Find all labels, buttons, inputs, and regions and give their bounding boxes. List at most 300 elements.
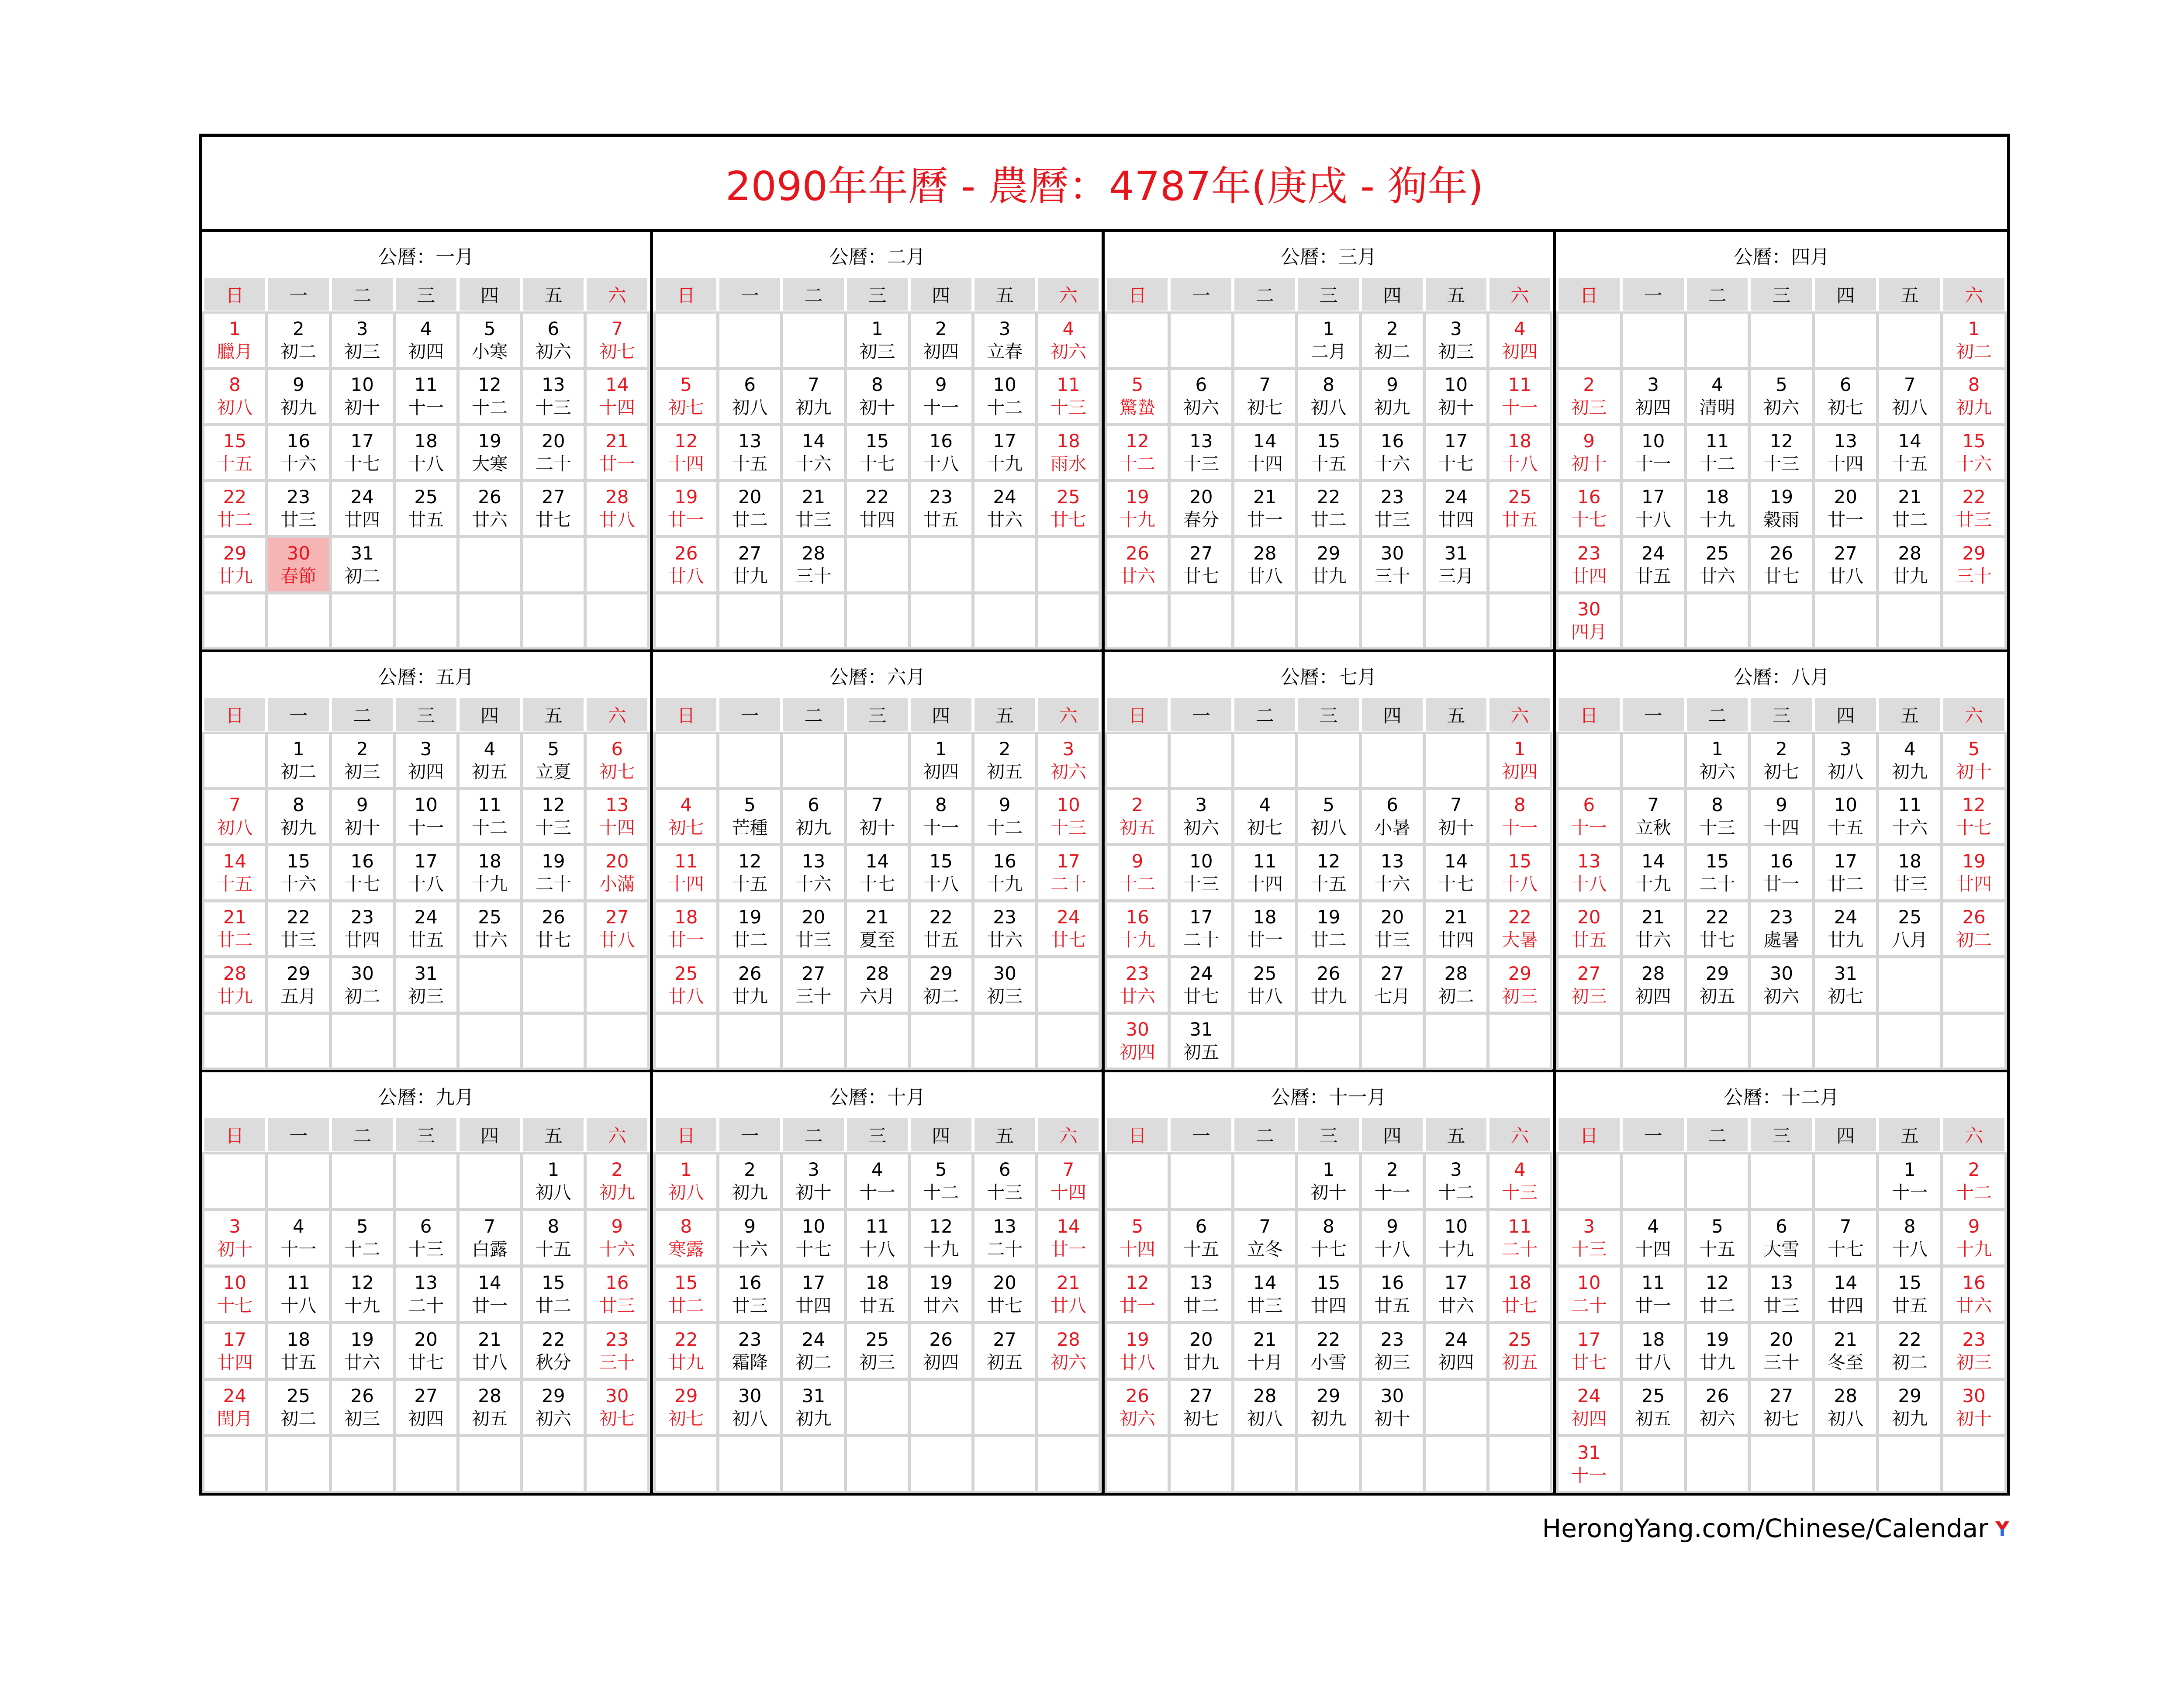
day-cell [1879, 538, 1940, 591]
day-number: 14 [1253, 430, 1277, 452]
lunar-date: 六月 [859, 985, 895, 1007]
day-cell [1489, 734, 1550, 787]
day-cell [204, 958, 265, 1011]
lunar-date: 廿五 [1571, 929, 1607, 951]
day-number: 6 [1195, 1215, 1207, 1237]
lunar-date: 十八 [280, 1295, 317, 1316]
lunar-date: 初九 [280, 817, 317, 839]
day-number: 26 [929, 1328, 953, 1350]
lunar-date: 廿二 [1892, 509, 1928, 531]
day-cell [1879, 1154, 1940, 1208]
day-cell [1489, 902, 1550, 955]
lunar-date: 十八 [1502, 453, 1538, 474]
day-cell [1559, 790, 1620, 843]
day-cell [460, 314, 520, 366]
logo-icon [1994, 1520, 2010, 1537]
empty-cell [911, 1437, 971, 1491]
day-cell [719, 370, 780, 423]
day-number: 25 [1508, 1328, 1532, 1350]
day-cell [1107, 538, 1168, 591]
day-cell [1751, 734, 1812, 787]
lunar-date: 霜降 [732, 1351, 768, 1373]
day-cell [332, 482, 393, 535]
day-number: 11 [865, 1215, 889, 1237]
day-number: 9 [1386, 1215, 1398, 1237]
lunar-date: 廿三 [1247, 1295, 1283, 1316]
empty-cell [975, 1381, 1035, 1434]
day-number: 20 [1769, 1328, 1794, 1350]
day-cell [523, 1268, 584, 1321]
lunar-date: 初八 [1247, 1408, 1283, 1430]
title-bar [202, 137, 2007, 232]
lunar-date: 初四 [1635, 397, 1671, 418]
day-cell [1171, 1211, 1231, 1265]
day-cell [1623, 370, 1684, 423]
day-cell [1038, 1211, 1099, 1265]
lunar-date: 十六 [1956, 453, 1992, 474]
empty-cell [332, 1437, 393, 1491]
empty-cell [523, 958, 584, 1011]
day-cell [460, 1381, 520, 1434]
day-cell [1751, 1324, 1812, 1378]
day-cell [1298, 1211, 1359, 1265]
day-cell [396, 734, 456, 787]
day-number: 2 [1386, 318, 1398, 340]
empty-cell [460, 594, 520, 647]
empty-cell [1559, 1154, 1620, 1208]
day-number: 6 [1839, 374, 1852, 396]
day-cell [1426, 482, 1486, 535]
day-cell [783, 902, 844, 955]
lunar-date: 廿二 [1828, 873, 1864, 895]
lunar-date: 十三 [408, 1238, 444, 1260]
lunar-date: 初五 [1699, 985, 1735, 1007]
lunar-date: 初三 [344, 1408, 380, 1430]
day-cell [204, 1381, 265, 1434]
day-cell [975, 482, 1035, 535]
lunar-date: 初七 [1828, 985, 1864, 1007]
empty-cell [1107, 1154, 1168, 1208]
day-number: 14 [605, 374, 629, 396]
lunar-date: 芒種 [732, 817, 768, 839]
lunar-date: 初二 [1892, 1351, 1928, 1373]
empty-cell [656, 314, 716, 366]
footer [1542, 1513, 2010, 1543]
day-cell [847, 314, 908, 366]
day-number: 8 [1711, 794, 1723, 816]
lunar-date: 廿七 [1763, 565, 1800, 587]
lunar-date: 二十 [987, 1238, 1023, 1260]
lunar-date: 廿九 [1183, 1351, 1219, 1373]
empty-cell [719, 314, 780, 366]
day-number: 6 [1195, 374, 1207, 396]
day-cell [1687, 958, 1748, 1011]
day-cell [332, 314, 393, 366]
lunar-date: 小寒 [472, 341, 508, 363]
day-number: 30 [1126, 1019, 1149, 1040]
day-number: 12 [738, 850, 762, 872]
day-cell [656, 482, 716, 535]
day-number: 6 [1583, 794, 1595, 816]
day-number: 5 [744, 794, 756, 816]
day-number: 14 [865, 850, 889, 872]
day-number: 25 [865, 1328, 889, 1350]
day-cell [1943, 482, 2004, 535]
day-number: 29 [674, 1385, 698, 1407]
day-number: 21 [1444, 906, 1468, 928]
day-number: 18 [1508, 1272, 1532, 1294]
lunar-date: 初七 [1247, 817, 1283, 839]
lunar-date: 十七 [344, 873, 380, 895]
day-cell [523, 1381, 584, 1434]
lunar-date: 大寒 [472, 453, 508, 474]
day-number: 27 [802, 962, 826, 984]
lunar-date: 初五 [987, 761, 1023, 783]
empty-cell [719, 734, 780, 787]
empty-cell [1751, 314, 1812, 366]
empty-cell [460, 1154, 520, 1208]
empty-cell [1362, 594, 1423, 647]
day-number: 3 [1647, 374, 1659, 396]
empty-cell [847, 538, 908, 591]
lunar-date: 八月 [1892, 929, 1928, 951]
lunar-date: 廿二 [1310, 509, 1347, 531]
day-cell [1687, 734, 1748, 787]
day-cell [1489, 370, 1550, 423]
day-cell [1815, 426, 1876, 479]
day-number: 24 [223, 1385, 247, 1407]
empty-cell [396, 594, 456, 647]
weekday-header: 六 [1943, 1118, 2004, 1151]
lunar-date: 廿七 [1183, 985, 1219, 1007]
lunar-date: 廿五 [1374, 1295, 1410, 1316]
day-number: 26 [1126, 542, 1149, 564]
lunar-date: 初六 [1051, 1351, 1087, 1373]
lunar-date: 十七 [859, 453, 895, 474]
lunar-date: 廿六 [472, 929, 508, 951]
day-number: 7 [1450, 794, 1462, 816]
day-cell [268, 846, 329, 899]
day-cell [1107, 790, 1168, 843]
empty-cell [332, 594, 393, 647]
day-number: 28 [478, 1385, 501, 1407]
day-number: 9 [1386, 374, 1398, 396]
lunar-date: 十二 [1699, 453, 1735, 474]
lunar-date: 二十 [408, 1295, 444, 1316]
day-number: 24 [1577, 1385, 1601, 1407]
day-cell [1943, 1324, 2004, 1378]
day-number: 22 [223, 486, 247, 508]
day-cell [656, 958, 716, 1011]
lunar-date: 廿三 [795, 929, 832, 951]
empty-cell [975, 594, 1035, 647]
day-cell [1107, 1211, 1168, 1265]
day-number: 22 [929, 906, 953, 928]
footer-link[interactable]: HerongYang.com/Chinese/Calendar [1542, 1513, 1988, 1543]
lunar-date: 十一 [923, 397, 959, 418]
day-number: 12 [929, 1215, 953, 1237]
lunar-date: 三十 [1374, 565, 1410, 587]
empty-cell [1234, 734, 1295, 787]
day-number: 12 [1962, 794, 1986, 816]
day-number: 13 [1380, 850, 1404, 872]
day-number: 11 [1898, 794, 1921, 816]
day-number: 18 [1641, 1328, 1665, 1350]
lunar-date: 十六 [599, 1238, 635, 1260]
empty-cell [1489, 594, 1550, 647]
day-cell [847, 370, 908, 423]
lunar-date: 廿七 [535, 929, 571, 951]
weekday-header: 一 [1623, 1118, 1684, 1151]
lunar-date: 十六 [1374, 873, 1410, 895]
day-number: 30 [738, 1385, 762, 1407]
lunar-date: 廿三 [1892, 873, 1928, 895]
empty-cell [1489, 538, 1550, 591]
lunar-date: 十九 [1119, 929, 1155, 951]
weekday-header: 六 [1489, 1118, 1550, 1151]
day-cell [1489, 426, 1550, 479]
day-cell [204, 790, 265, 843]
lunar-date: 十八 [408, 453, 444, 474]
empty-cell [783, 1015, 844, 1068]
lunar-date: 立春 [987, 341, 1023, 363]
day-number: 26 [478, 486, 501, 508]
day-number: 11 [1057, 374, 1080, 396]
empty-cell [1234, 1154, 1295, 1208]
lunar-date: 春分 [1183, 509, 1219, 531]
month-days-grid [204, 278, 647, 647]
day-cell [847, 482, 908, 535]
day-cell [911, 1268, 971, 1321]
lunar-date: 初八 [217, 817, 253, 839]
lunar-date: 廿一 [668, 509, 704, 531]
day-cell [1943, 426, 2004, 479]
day-cell [783, 1211, 844, 1265]
day-cell [1298, 1324, 1359, 1378]
day-cell [719, 1154, 780, 1208]
day-cell [656, 1154, 716, 1208]
day-number: 24 [1444, 486, 1468, 508]
day-cell [1687, 370, 1748, 423]
empty-cell [523, 594, 584, 647]
empty-cell [460, 1437, 520, 1491]
day-cell [847, 958, 908, 1011]
day-number: 3 [420, 738, 432, 760]
day-cell [975, 314, 1035, 366]
day-number: 8 [547, 1215, 560, 1237]
empty-cell [1362, 734, 1423, 787]
day-cell [1171, 846, 1231, 899]
weekday-header: 一 [268, 698, 329, 731]
day-cell [1489, 958, 1550, 1011]
day-cell [396, 790, 456, 843]
lunar-date: 十六 [732, 1238, 768, 1260]
lunar-date: 初四 [408, 1408, 444, 1430]
lunar-date: 立夏 [535, 761, 571, 783]
day-number: 6 [1386, 794, 1398, 816]
day-number: 23 [929, 486, 953, 508]
lunar-date: 初三 [1374, 1351, 1410, 1373]
day-cell [1943, 790, 2004, 843]
weekday-header: 一 [1623, 698, 1684, 731]
month-days-grid [656, 1118, 1099, 1491]
day-cell [1489, 1324, 1550, 1378]
empty-cell [1879, 1015, 1940, 1068]
lunar-date: 廿九 [217, 985, 253, 1007]
day-cell [268, 734, 329, 787]
lunar-date: 廿八 [668, 985, 704, 1007]
day-cell [523, 846, 584, 899]
day-number: 23 [1126, 962, 1149, 984]
lunar-date: 初十 [859, 817, 895, 839]
day-number: 16 [1962, 1272, 1986, 1294]
day-number: 9 [1968, 1215, 1980, 1237]
day-number: 9 [999, 794, 1011, 816]
day-cell [1943, 1381, 2004, 1434]
lunar-date: 初四 [1502, 341, 1538, 363]
day-cell [1559, 902, 1620, 955]
day-cell [1751, 958, 1812, 1011]
day-cell [587, 482, 647, 535]
day-number: 13 [738, 430, 762, 452]
day-cell [1943, 538, 2004, 591]
calendar-sheet [199, 134, 2010, 1496]
day-number: 18 [1253, 906, 1277, 928]
day-number: 15 [929, 850, 953, 872]
day-cell [1038, 734, 1099, 787]
month-days-grid [204, 698, 647, 1068]
day-cell [1038, 790, 1099, 843]
lunar-date: 廿二 [1310, 929, 1347, 951]
day-number: 27 [1769, 1385, 1794, 1407]
day-number: 12 [674, 430, 698, 452]
lunar-date: 廿六 [1635, 929, 1671, 951]
month-panel [202, 1072, 653, 1493]
day-number: 17 [223, 1328, 247, 1350]
day-cell [1559, 958, 1620, 1011]
day-cell [204, 1324, 265, 1378]
lunar-date: 廿六 [1956, 1295, 1992, 1316]
day-number: 30 [287, 542, 311, 564]
day-number: 30 [1380, 542, 1404, 564]
lunar-date: 廿九 [732, 985, 768, 1007]
lunar-date: 初十 [1438, 397, 1474, 418]
day-cell [1107, 958, 1168, 1011]
lunar-date: 十二 [923, 1182, 959, 1203]
weekday-header: 四 [1362, 698, 1423, 731]
lunar-date: 初六 [1699, 1408, 1735, 1430]
empty-cell [975, 1015, 1035, 1068]
day-number: 25 [1508, 486, 1532, 508]
empty-cell [1171, 1437, 1231, 1491]
day-cell [460, 426, 520, 479]
day-cell [1107, 1381, 1168, 1434]
day-number: 15 [1705, 850, 1729, 872]
day-cell [975, 958, 1035, 1011]
lunar-date: 十四 [1247, 873, 1283, 895]
day-cell [587, 370, 647, 423]
day-number: 8 [1323, 1215, 1334, 1237]
lunar-date: 廿九 [668, 1351, 704, 1373]
day-number: 1 [1323, 318, 1334, 340]
weekday-header: 六 [1489, 698, 1550, 731]
day-cell [1559, 426, 1620, 479]
empty-cell [396, 538, 456, 591]
month-days-grid [656, 278, 1099, 647]
day-cell [204, 314, 265, 366]
empty-cell [1687, 1015, 1748, 1068]
empty-cell [204, 734, 265, 787]
month-days-grid [1107, 698, 1550, 1068]
day-cell [396, 902, 456, 955]
day-number: 8 [935, 794, 947, 816]
day-number: 13 [802, 850, 826, 872]
day-number: 16 [1577, 486, 1601, 508]
day-number: 10 [1444, 374, 1468, 396]
month-panel [202, 232, 653, 652]
weekday-header: 五 [1879, 1118, 1940, 1151]
day-cell [719, 426, 780, 479]
day-cell [332, 734, 393, 787]
day-number: 18 [287, 1328, 311, 1350]
day-number: 23 [1577, 542, 1601, 564]
empty-cell [204, 1154, 265, 1208]
day-number: 5 [1968, 738, 1980, 760]
empty-cell [847, 594, 908, 647]
day-number: 4 [1904, 738, 1916, 760]
lunar-date: 十九 [1956, 1238, 1992, 1260]
lunar-date: 廿五 [859, 1295, 895, 1316]
day-cell [1107, 1324, 1168, 1378]
day-cell [911, 482, 971, 535]
day-cell [1362, 1324, 1423, 1378]
lunar-date: 廿二 [217, 509, 253, 531]
lunar-date: 臘月 [217, 341, 253, 363]
day-number: 20 [1189, 1328, 1213, 1350]
lunar-date: 十五 [535, 1238, 571, 1260]
day-number: 2 [1386, 1159, 1398, 1181]
lunar-date: 十八 [1892, 1238, 1928, 1260]
lunar-date: 初十 [1438, 817, 1474, 839]
day-cell [1687, 538, 1748, 591]
day-cell [1815, 538, 1876, 591]
lunar-date: 廿七 [408, 1351, 444, 1373]
day-number: 19 [1317, 906, 1341, 928]
lunar-date: 十九 [472, 873, 508, 895]
day-number: 4 [1514, 318, 1526, 340]
lunar-date: 十一 [923, 817, 959, 839]
day-cell [1623, 426, 1684, 479]
day-cell [1623, 1381, 1684, 1434]
lunar-date: 十九 [987, 453, 1023, 474]
day-number: 21 [605, 430, 629, 452]
day-cell [268, 1268, 329, 1321]
day-cell [204, 370, 265, 423]
day-number: 26 [1126, 1385, 1149, 1407]
day-number: 27 [1577, 962, 1601, 984]
day-number: 12 [1769, 430, 1794, 452]
day-number: 5 [547, 738, 560, 760]
weekday-header: 四 [1362, 1118, 1423, 1151]
empty-cell [1171, 1154, 1231, 1208]
day-number: 7 [1259, 374, 1271, 396]
day-cell [656, 1324, 716, 1378]
weekday-header: 日 [1107, 1118, 1168, 1151]
day-cell [656, 1381, 716, 1434]
day-number: 24 [802, 1328, 826, 1350]
day-cell [1234, 538, 1295, 591]
lunar-date: 初三 [859, 341, 895, 363]
